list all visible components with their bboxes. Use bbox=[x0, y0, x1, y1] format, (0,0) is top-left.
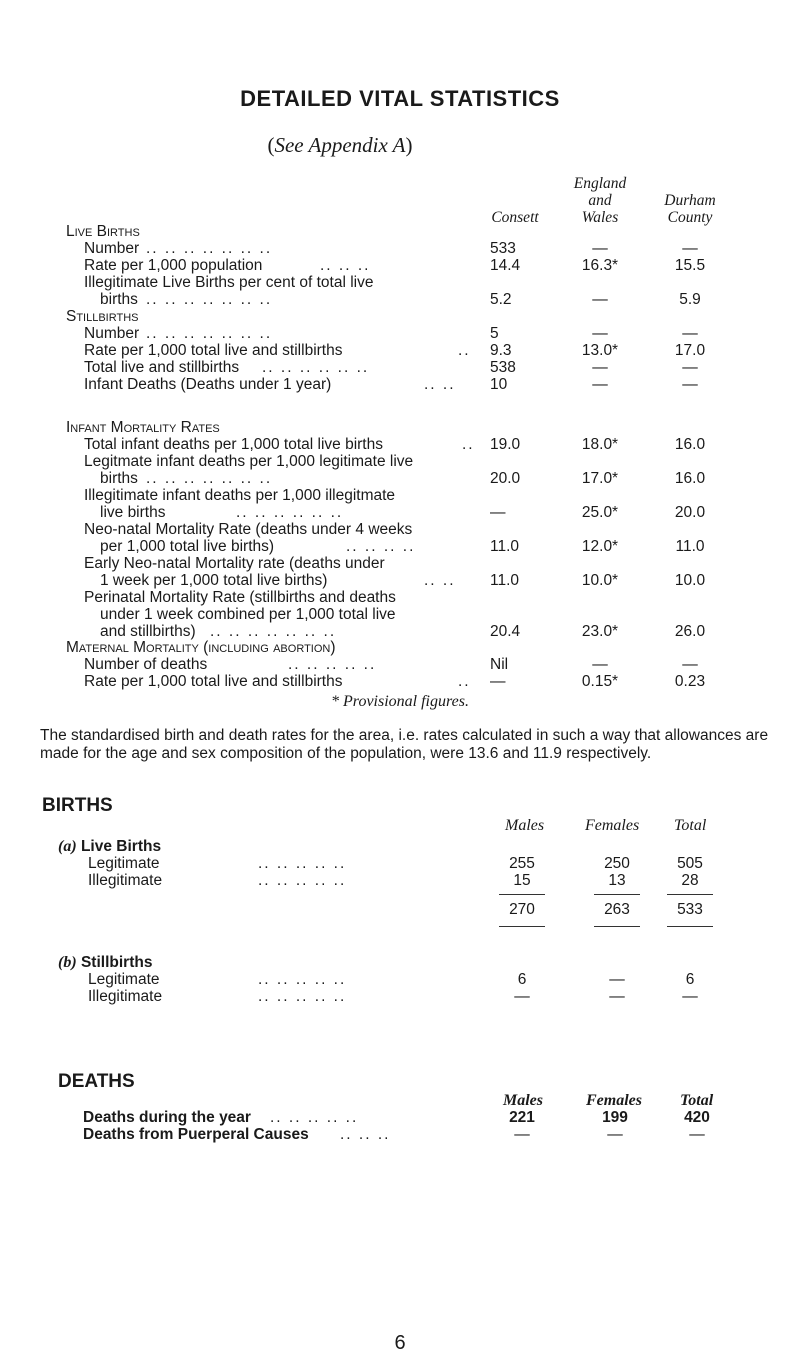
live-total-females: 263 bbox=[604, 901, 630, 918]
row-im-neo: per 1,000 total live births) .. .. .. .. 11.0 12.0* 11.0 bbox=[100, 538, 705, 555]
still-illeg-label: Illegitimate bbox=[88, 988, 163, 1005]
section-infant-mortality: Infant Mortality Rates bbox=[66, 419, 220, 436]
row-lb-illeg: births .. .. .. .. .. .. .. 5.2 — 5.9 bbox=[100, 291, 701, 308]
deaths-year-total: 420 bbox=[684, 1109, 710, 1126]
stillbirths-heading: (b) Stillbirths bbox=[58, 954, 153, 971]
live-illeg-females: 13 bbox=[608, 872, 626, 889]
row-sb-total: Total live and stillbirths .. .. .. .. .. .. 538 — — bbox=[84, 359, 698, 376]
still-legit-total: 6 bbox=[685, 971, 695, 988]
rule-total-bottom bbox=[667, 926, 713, 927]
rule-females-top bbox=[594, 894, 640, 895]
subtitle: (See Appendix A) bbox=[267, 133, 413, 157]
rule-males-bottom bbox=[499, 926, 545, 927]
section-live-births: Live Births bbox=[66, 223, 140, 240]
row-lb-illeg-line1: Illegitimate Live Births per cent of total live bbox=[84, 274, 374, 291]
live-illeg-label: Illegitimate bbox=[88, 872, 163, 889]
section-maternal: Maternal Mortality (including abortion) bbox=[66, 639, 336, 656]
deaths-puerperal-total: — bbox=[689, 1126, 705, 1143]
section-stillbirths: Stillbirths bbox=[66, 308, 139, 325]
still-illeg-total: — bbox=[682, 988, 698, 1005]
live-legit-dots: .. .. .. .. .. bbox=[258, 855, 347, 872]
rule-females-bottom bbox=[594, 926, 640, 927]
row-im-legit-line1: Legitmate infant deaths per 1,000 legitimate live bbox=[84, 453, 414, 470]
live-illeg-total: 28 bbox=[681, 872, 699, 889]
row-im-early: 1 week per 1,000 total live births) .. .. 11.0 10.0* 10.0 bbox=[100, 572, 706, 589]
row-im-total: Total infant deaths per 1,000 total live births .. 19.0 18.0* 16.0 bbox=[84, 436, 706, 453]
births-col-females: Females bbox=[585, 817, 640, 834]
still-illeg-females: — bbox=[609, 988, 625, 1005]
row-lb-number: Number .. .. .. .. .. .. .. 533 — — bbox=[84, 240, 698, 257]
col-durham-line1: Durham bbox=[664, 192, 716, 209]
row-im-peri-line2: under 1 week combined per 1,000 total live bbox=[100, 606, 396, 623]
col-durham-line2: County bbox=[667, 209, 713, 226]
row-im-illeg-line1: Illegitimate infant deaths per 1,000 illegitmate bbox=[84, 487, 396, 504]
row-sb-number: Number .. .. .. .. .. .. .. 5 — — bbox=[84, 325, 698, 342]
row-im-legit: births .. .. .. .. .. .. .. 20.0 17.0* 16.0 bbox=[100, 470, 706, 487]
deaths-puerperal-females: — bbox=[607, 1126, 623, 1143]
deaths-col-females: Females bbox=[586, 1092, 642, 1109]
row-im-neo-line1: Neo-natal Mortality Rate (deaths under 4 weeks bbox=[84, 521, 413, 538]
deaths-col-males: Males bbox=[503, 1092, 543, 1109]
births-col-males: Males bbox=[505, 817, 545, 834]
row-sb-infant: Infant Deaths (Deaths under 1 year) .. .. 10 — — bbox=[84, 376, 698, 393]
row-sb-rate: Rate per 1,000 total live and stillbirths .. 9.3 13.0* 17.0 bbox=[84, 342, 706, 359]
deaths-puerperal-label: Deaths from Puerperal Causes bbox=[83, 1126, 309, 1143]
deaths-heading: DEATHS bbox=[58, 1071, 135, 1092]
deaths-year-label: Deaths during the year bbox=[83, 1109, 251, 1126]
live-legit-females: 250 bbox=[604, 855, 630, 872]
col-england-line2: and bbox=[588, 192, 612, 209]
row-mm-rate: Rate per 1,000 total live and stillbirths .. — 0.15* 0.23 bbox=[84, 673, 706, 690]
col-england-line3: Wales bbox=[581, 209, 619, 226]
births-heading: BIRTHS bbox=[42, 795, 113, 816]
rule-males-top bbox=[499, 894, 545, 895]
live-births-heading: (a) Live Births bbox=[58, 838, 162, 855]
deaths-puerperal-males: — bbox=[514, 1126, 530, 1143]
row-im-peri-line1: Perinatal Mortality Rate (stillbirths and deaths bbox=[84, 589, 396, 606]
standardised-rates-paragraph: The standardised birth and death rates for the area, i.e. rates calculated in such a way that allowances are made for the age and sex composition of the population, were 13.6 and 11.9 respectively. bbox=[40, 727, 769, 762]
live-legit-males: 255 bbox=[509, 855, 535, 872]
still-illeg-dots: .. .. .. .. .. bbox=[258, 988, 347, 1005]
col-england-line1: England bbox=[573, 175, 627, 192]
page-number: 6 bbox=[394, 1332, 406, 1354]
live-illeg-dots: .. .. .. .. .. bbox=[258, 872, 347, 889]
still-legit-males: 6 bbox=[517, 971, 527, 988]
deaths-year-males: 221 bbox=[509, 1109, 535, 1126]
live-illeg-males: 15 bbox=[513, 872, 531, 889]
footnote: * Provisional figures. bbox=[331, 693, 469, 710]
births-col-total: Total bbox=[674, 817, 707, 834]
rule-total-top bbox=[667, 894, 713, 895]
deaths-year-dots: .. .. .. .. .. bbox=[270, 1109, 359, 1126]
still-legit-label: Legitimate bbox=[88, 971, 160, 988]
live-total-total: 533 bbox=[677, 901, 703, 918]
live-legit-total: 505 bbox=[677, 855, 703, 872]
still-illeg-males: — bbox=[514, 988, 530, 1005]
row-lb-rate: Rate per 1,000 population .. .. .. 14.4 16.3* 15.5 bbox=[84, 257, 706, 274]
deaths-puerperal-dots: .. .. .. bbox=[340, 1126, 391, 1143]
still-legit-females: — bbox=[609, 971, 625, 988]
still-legit-dots: .. .. .. .. .. bbox=[258, 971, 347, 988]
live-total-males: 270 bbox=[509, 901, 535, 918]
page-title: DETAILED VITAL STATISTICS bbox=[240, 86, 560, 111]
live-legit-label: Legitimate bbox=[88, 855, 160, 872]
row-im-early-line1: Early Neo-natal Mortality rate (deaths under bbox=[84, 555, 385, 572]
col-consett: Consett bbox=[491, 209, 539, 226]
row-im-peri: and stillbirths) .. .. .. .. .. .. .. 20.4 23.0* 26.0 bbox=[100, 623, 706, 640]
row-mm-number: Number of deaths .. .. .. .. .. Nil — — bbox=[84, 656, 698, 673]
deaths-col-total: Total bbox=[680, 1092, 714, 1109]
deaths-year-females: 199 bbox=[602, 1109, 628, 1126]
row-im-illeg: live births .. .. .. .. .. .. — 25.0* 20.0 bbox=[100, 504, 706, 521]
